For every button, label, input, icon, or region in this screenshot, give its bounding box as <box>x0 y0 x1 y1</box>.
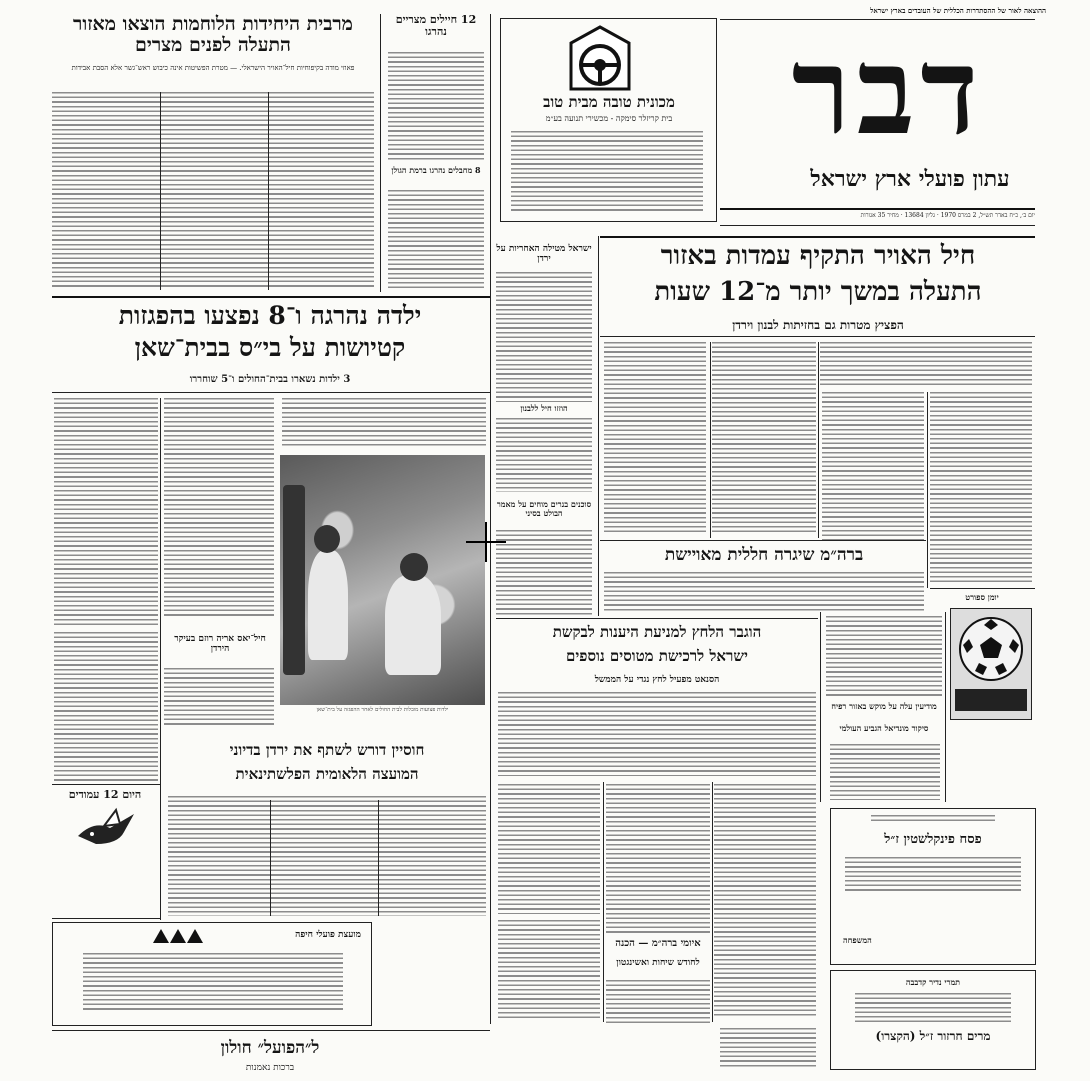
hussein-headline-1: חוסיין דורש לשתף את ירדן בדיוני <box>229 741 425 759</box>
sport-body <box>826 616 942 696</box>
football-ad <box>950 608 1032 720</box>
arms-headline-2: ישראל לרכישת מטוסים נוספים <box>566 647 748 665</box>
killed12-headline: 12 חיילים מצריים נהרגו <box>395 13 477 39</box>
hapoel-ad-sub: ברכות נאמנות <box>245 1063 295 1073</box>
section-rule <box>52 392 490 393</box>
airforce-subhead: הפציץ מטרות גם בחזיתות לבנון וירדן <box>732 318 904 332</box>
col-rule <box>268 92 269 290</box>
beisan-body-col2 <box>164 398 274 618</box>
masthead-rule <box>720 19 1035 20</box>
section-rule <box>52 918 160 919</box>
death-notice-1-name: פסח פינקלשטין ז״ל <box>884 832 982 847</box>
hussein-body <box>168 796 486 916</box>
syria-note-headline: ישראל מטילה האחריות על ירדן <box>496 244 592 265</box>
masthead-top-line: ההוצאה לאור של ההסתדרות הכללית של העובדים בארץ ישראל <box>870 6 1046 15</box>
egypt-body <box>52 92 374 290</box>
airforce-headline-2: התעלה במשך יותר מ־12 שעות <box>654 277 982 307</box>
beisan-headline-2: קטיושות על בי״ס בבית־שאן <box>134 333 406 362</box>
col-rule <box>818 342 819 538</box>
egypt-subhead: פאוזי מודה בקיפוחיות חיל־האויר הישראלי. — מטרת הפשיטות אינה כיבוש ראש־גשר אלא הסבת אבידות <box>71 64 355 72</box>
hapoel-ad: ל״הפועל״ חולון <box>220 1038 320 1058</box>
beisan-subhead: 3 ילדות נשארו בבית־החולים ו־5 שוחררו <box>189 374 351 385</box>
masthead-logo: דבר <box>791 21 985 162</box>
death-notice-1-top <box>871 815 995 823</box>
egypt-headline: מרבית היחידות הלוחמות הוצאו מאזור התעלה לפנים מצרים <box>73 13 353 57</box>
masthead-dateline: יום ב׳, כ״ח באדר תש״ל, 2 במרס 1970 · גליון 13684 · מחיר 35 אגורות <box>860 212 1035 219</box>
death-notice-1-text <box>845 857 1021 891</box>
arms-col2 <box>606 784 710 934</box>
section-rule <box>52 296 490 298</box>
car-ad-text <box>511 131 703 211</box>
section-rule <box>496 618 818 619</box>
arms-col1 <box>714 784 816 1016</box>
union-ad-title: מועצת פועלי חיפה <box>295 930 361 940</box>
jews-note-body <box>164 668 274 728</box>
section-rule <box>600 540 926 541</box>
football-ad-band <box>955 689 1027 711</box>
section-rule <box>52 784 160 785</box>
airforce-col4 <box>604 342 706 532</box>
section-rule <box>930 588 1035 589</box>
col-rule <box>160 734 161 920</box>
dove-icon <box>74 806 142 852</box>
col-rule <box>598 236 599 616</box>
sport-title: יומן ספורט <box>965 592 999 602</box>
steering-wheel-icon <box>569 25 631 91</box>
photo-figure <box>400 553 428 581</box>
football-icon <box>957 615 1025 683</box>
section-rule <box>52 1030 490 1031</box>
masthead-rule-date <box>720 225 1035 226</box>
death-notice-2-title: תמרי נדיר קדבבה <box>905 977 961 987</box>
death-notice-2-text <box>855 993 1011 1025</box>
car-ad <box>500 18 717 222</box>
golan-body <box>388 190 484 290</box>
arms-subhead: הסנאט מפעיל לחץ נגדי על הממשל <box>594 675 720 685</box>
masthead-subtitle: עתון פועלי ארץ ישראל <box>810 166 1010 192</box>
camp-body <box>604 572 924 612</box>
sport-note-headline: מודיעין עלה על מוקש באזור רפיח <box>831 701 937 711</box>
camp-headline: ברה״מ שיגרה חללית מאויישת <box>664 545 864 565</box>
photo-figure <box>385 575 441 675</box>
col-rule <box>378 800 379 916</box>
col-rule <box>945 612 946 802</box>
airforce-headline-1: חיל האויר התקיף עמדות באזור <box>660 241 976 271</box>
sinai-note-headline: סוכנים בנרים מוחים על מאמר הבולט בסיני <box>496 499 592 518</box>
col-rule <box>820 612 821 802</box>
death-notice-2 <box>830 970 1036 1070</box>
beisan-body-col1 <box>54 398 158 628</box>
north-note-headline: הוזזו חיל ללבנון <box>520 403 568 413</box>
car-ad-title: מכונית טובה מבית טוב <box>543 93 675 111</box>
sinai-note-body <box>496 530 592 616</box>
soviet-headline-1: איומי ברה״מ — הכנה <box>615 938 701 949</box>
left-col-body <box>54 632 158 782</box>
col-rule <box>927 392 928 588</box>
union-ad <box>52 922 372 1026</box>
soviet-body <box>606 980 710 1024</box>
col-rule <box>160 92 161 290</box>
union-ad-text <box>83 953 343 1013</box>
section-rule <box>600 236 1035 238</box>
photo-figure <box>314 525 340 553</box>
death-notice-1-family: המשפחה <box>843 935 872 945</box>
soviet-headline-2: לחודש שיחות ואשינגטון <box>616 958 700 968</box>
news-photo <box>280 455 485 705</box>
car-ad-subtitle: בית קריזלר סימקה - מכשירי תנועה בע״מ <box>545 114 673 123</box>
hussein-headline-2: המועצה הלאומית הפלשתינאית <box>235 765 419 783</box>
photo-caption: ילדות פצועות מובלות לבית החולים לאחר ההפגזה על בית־שאן <box>316 707 449 713</box>
arms-intro <box>498 692 816 776</box>
col-rule <box>603 782 604 1022</box>
north-note-body <box>496 418 592 492</box>
killed12-body <box>388 52 484 162</box>
masthead-rule-bottom <box>720 208 1035 210</box>
airforce-intro <box>820 342 1032 388</box>
crosshair-cursor-icon <box>466 522 506 562</box>
col-rule <box>490 14 491 1024</box>
bottom-right-col <box>720 1028 816 1068</box>
beisan-headline-1: ילדה נהרגה ו־8 נפצעו בהפגזות <box>118 301 422 330</box>
today-pages: היום 12 עמודים <box>68 788 142 801</box>
beisan-intro <box>282 398 486 448</box>
bottom-col-body <box>498 920 600 1020</box>
col-rule <box>270 800 271 916</box>
airforce-col1 <box>930 392 1032 582</box>
death-notice-1 <box>830 808 1036 965</box>
union-emblem-icon <box>153 927 203 945</box>
col-rule <box>380 14 381 292</box>
photo-figure <box>283 485 305 675</box>
sport-note-2: סיקור מונדיאל הגביע העולמי <box>839 723 929 733</box>
golan-headline: 8 מחבלים נהרגו ברמת הגולן <box>391 165 481 175</box>
section-rule <box>600 336 1035 337</box>
death-notice-2-name: מרים חרזור ז״ל (הקצרו) <box>875 1029 991 1043</box>
arms-headline-1: הוגבר הלחץ למניעת היענות לבקשת <box>552 623 762 641</box>
col-rule <box>712 782 713 1022</box>
col-rule <box>710 342 711 538</box>
airforce-col2 <box>822 392 924 542</box>
airforce-col3 <box>712 342 816 532</box>
sport-note-body <box>830 744 940 800</box>
arms-col3 <box>498 784 600 914</box>
jews-note-headline: חיל־יאס אריה רוזם בעיקר הירדן <box>174 634 266 655</box>
photo-figure <box>308 550 348 660</box>
syria-note-body <box>496 272 592 402</box>
